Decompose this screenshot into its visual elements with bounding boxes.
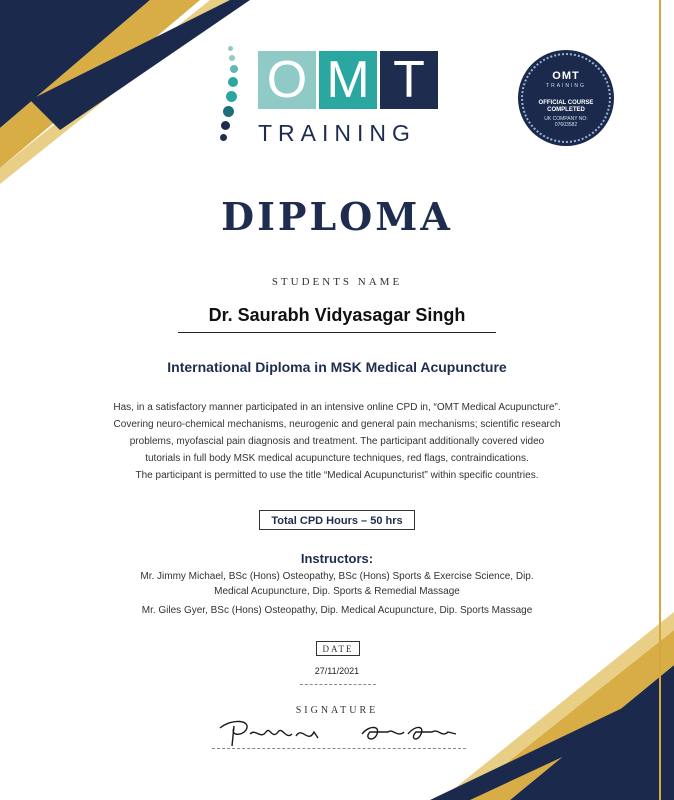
spine-dots-icon [216, 46, 238, 146]
seal-line-4: 07603582 [554, 122, 578, 128]
date-dashed-rule [300, 684, 376, 685]
cpd-hours-box: Total CPD Hours – 50 hrs [259, 510, 415, 530]
instructors-title: Instructors: [300, 551, 374, 566]
course-description [78, 399, 596, 484]
seal-ring [521, 53, 611, 143]
handwritten-signatures [212, 714, 472, 750]
seal-line-3: UK COMPANY NO: [544, 116, 588, 122]
signature-jimmy-michael [220, 721, 318, 746]
logo-letter-o: O [258, 51, 316, 109]
diploma-title: DIPLOMA [221, 194, 453, 239]
logo-letter-m: M [319, 51, 377, 109]
seal-sub: TRAINING [546, 83, 586, 89]
right-gold-rule [659, 0, 661, 800]
seal-line-2: COMPLETED [547, 107, 585, 113]
seal-brand: OMT [552, 70, 580, 82]
student-name: Dr. Saurabh Vidyasagar Singh [208, 305, 466, 325]
signature-dashed-rule [212, 748, 466, 749]
logo-training-word: TRAINING [258, 120, 416, 146]
description-line: The participant is permitted to use the title “Medical Acupuncturist” within specific countries. [135, 470, 539, 481]
logo-letter-t: T [380, 51, 438, 109]
instructor-line: Medical Acupuncture, Dip. Sports & Remedial Massage [214, 586, 460, 597]
instructor-line: Mr. Jimmy Michael, BSc (Hons) Osteopathy, BSc (Hons) Sports & Exercise Science, Dip. [140, 571, 534, 582]
omt-training-logo [216, 46, 452, 146]
instructor-line: Mr. Giles Gyer, BSc (Hons) Osteopathy, Dip. Medical Acupuncture, Dip. Sports Massage [141, 605, 533, 616]
signature-giles-gyer [362, 727, 456, 739]
date-label: DATE [316, 641, 360, 656]
signature-label: SIGNATURE [295, 705, 379, 716]
description-line: Covering neuro-chemical mechanisms, neurogenic and general pain mechanisms; scientific research [113, 419, 561, 430]
seal-line-1: OFFICIAL COURSE [538, 100, 594, 106]
students-name-label: STUDENTS NAME [271, 276, 403, 288]
name-underline [178, 332, 496, 333]
instructors-list [0, 569, 674, 618]
course-title: International Diploma in MSK Medical Acupuncture [167, 359, 507, 375]
date-value: 27/11/2021 [314, 666, 360, 676]
description-line: problems, myofascial pain diagnosis and treatment. The participant additionally covered video [129, 436, 545, 447]
official-course-seal [518, 50, 614, 146]
description-line: tutorials in full body MSK medical acupuncture techniques, red flags, contraindications. [145, 453, 529, 464]
description-line: Has, in a satisfactory manner participated in an intensive online CPD in, “OMT Medical Acupuncture”. [113, 402, 561, 413]
